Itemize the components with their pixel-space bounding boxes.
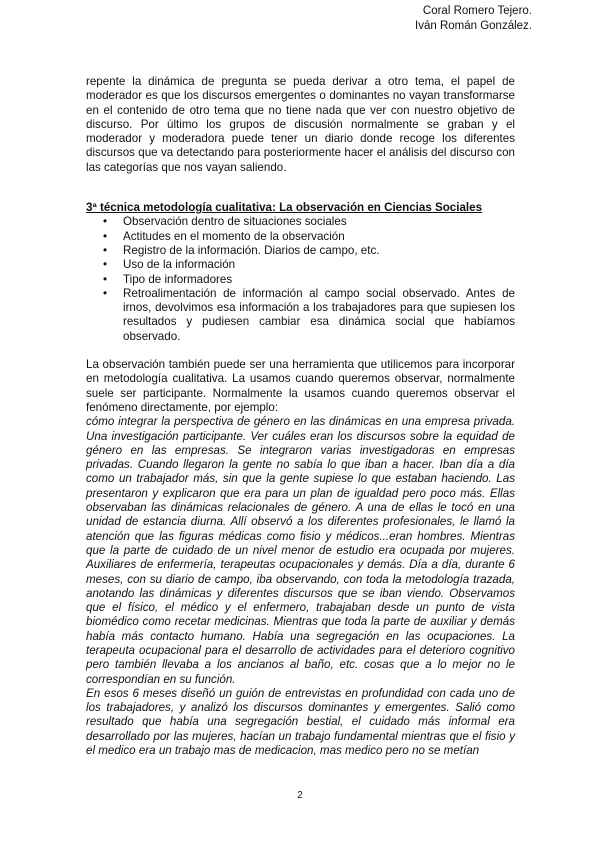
paragraph-observation: La observación también puede ser una herramienta que utilicemos para incorporar en metodología cualitativa. La usamos cuando queremos observar, normalmente suele ser participante. Normalmente la usamos cuando queremos observar el fenómeno directamente, por ejemplo: xyxy=(86,358,515,414)
paragraph-intro: repente la dinámica de pregunta se pueda derivar a otro tema, el papel de moderador es que los discursos emergentes o dominantes no vayan transformarse en el contenido de otro tema que no tiene nada que ver con nuestro objetivo de discurso. Por último los grupos de discusión normalmente se graban y el moderador y moderadora puede tener un diario donde recoge los diferentes discursos que va detectando para posteriormente hacer el análisis del discurso con las categorías que nos vayan saliendo. xyxy=(86,75,515,174)
section-title: 3ª técnica metodología cualitativa: La observación en Ciencias Sociales xyxy=(86,201,483,215)
page-body xyxy=(86,75,515,758)
example-paragraph: cómo integrar la perspectiva de género en las dinámicas en una empresa privada. Una investigación participante. Ver cuáles eran los discursos sobre la equidad de género en las empresas. Se integraron varias investigadoras en empresas privadas. Cuando llegaron la gente no sabía lo que iban a hacer. Iban día a día como un trabajador más, sin que la gente supiese lo que estaban haciendo. Las presentaron y explicaron que era para un plan de igualdad pero poco más. Ellas observaban las dinámicas relacionales de género. A una de ellas le tocó en una unidad de estancia diurna. Allí observó a los diferentes profesionales, le llamó la atención que las figuras médicas como fisio y médicos...eran hombres. Mientras que la parte de cuidado de un nivel menor de estudio era ocupada por mujeres. Auxiliares de enfermería, terapeutas ocupacionales y demás. Día a día, durante 6 meses, con su diario de campo, iba observando, con toda la metodología trazada, anotando las dinámicas y diferentes discursos que se iban viendo. Observamos que el físico, el médico y el enfermero, trabajaban desde un punto de vista biomédico como recetar medicinas. Mientras que toda la parte de auxiliar y demás había más contacto humano. Había una segregación en las ocupaciones. La terapeuta ocupacional para el desarrollo de actividades para el deterioro cognitivo pero también llevaba a los ancianos al baño, etc. cosas que a lo mejor no le correspondían en su función. xyxy=(86,415,515,686)
author-line-2: Iván Román González. xyxy=(415,19,532,32)
page-number: 2 xyxy=(297,790,303,801)
author-line-1: Coral Romero Tejero. xyxy=(422,5,532,17)
list-item: • Retroalimentación de información al campo social observado. Antes de irnos, devolvimos esa información a los trabajadores para que supiesen los resultados y pudiesen cambiar esa dinámica social que habíamos observado. xyxy=(86,287,515,344)
bullet-list xyxy=(86,215,515,344)
example-paragraph-continued: En esos 6 meses diseñó un guión de entrevistas en profundidad con cada uno de los trabajadores, y analizó los discursos dominantes y emergentes. Salió como resultado que había una segregación bestial, el cuidado más informal era desarrollado por las mujeres, hacían un trabajo fundamental mientras que el fisio y el medico era un trabajo mas de medicacion, mas medico pero no se metían xyxy=(86,686,515,758)
page-header xyxy=(415,4,532,33)
list-item: • Tipo de informadores xyxy=(86,273,515,287)
list-item: • Actitudes en el momento de la observación xyxy=(86,230,515,244)
list-item: • Observación dentro de situaciones sociales xyxy=(86,215,515,229)
list-item: • Registro de la información. Diarios de campo, etc. xyxy=(86,244,515,258)
list-item: • Uso de la información xyxy=(86,258,515,272)
